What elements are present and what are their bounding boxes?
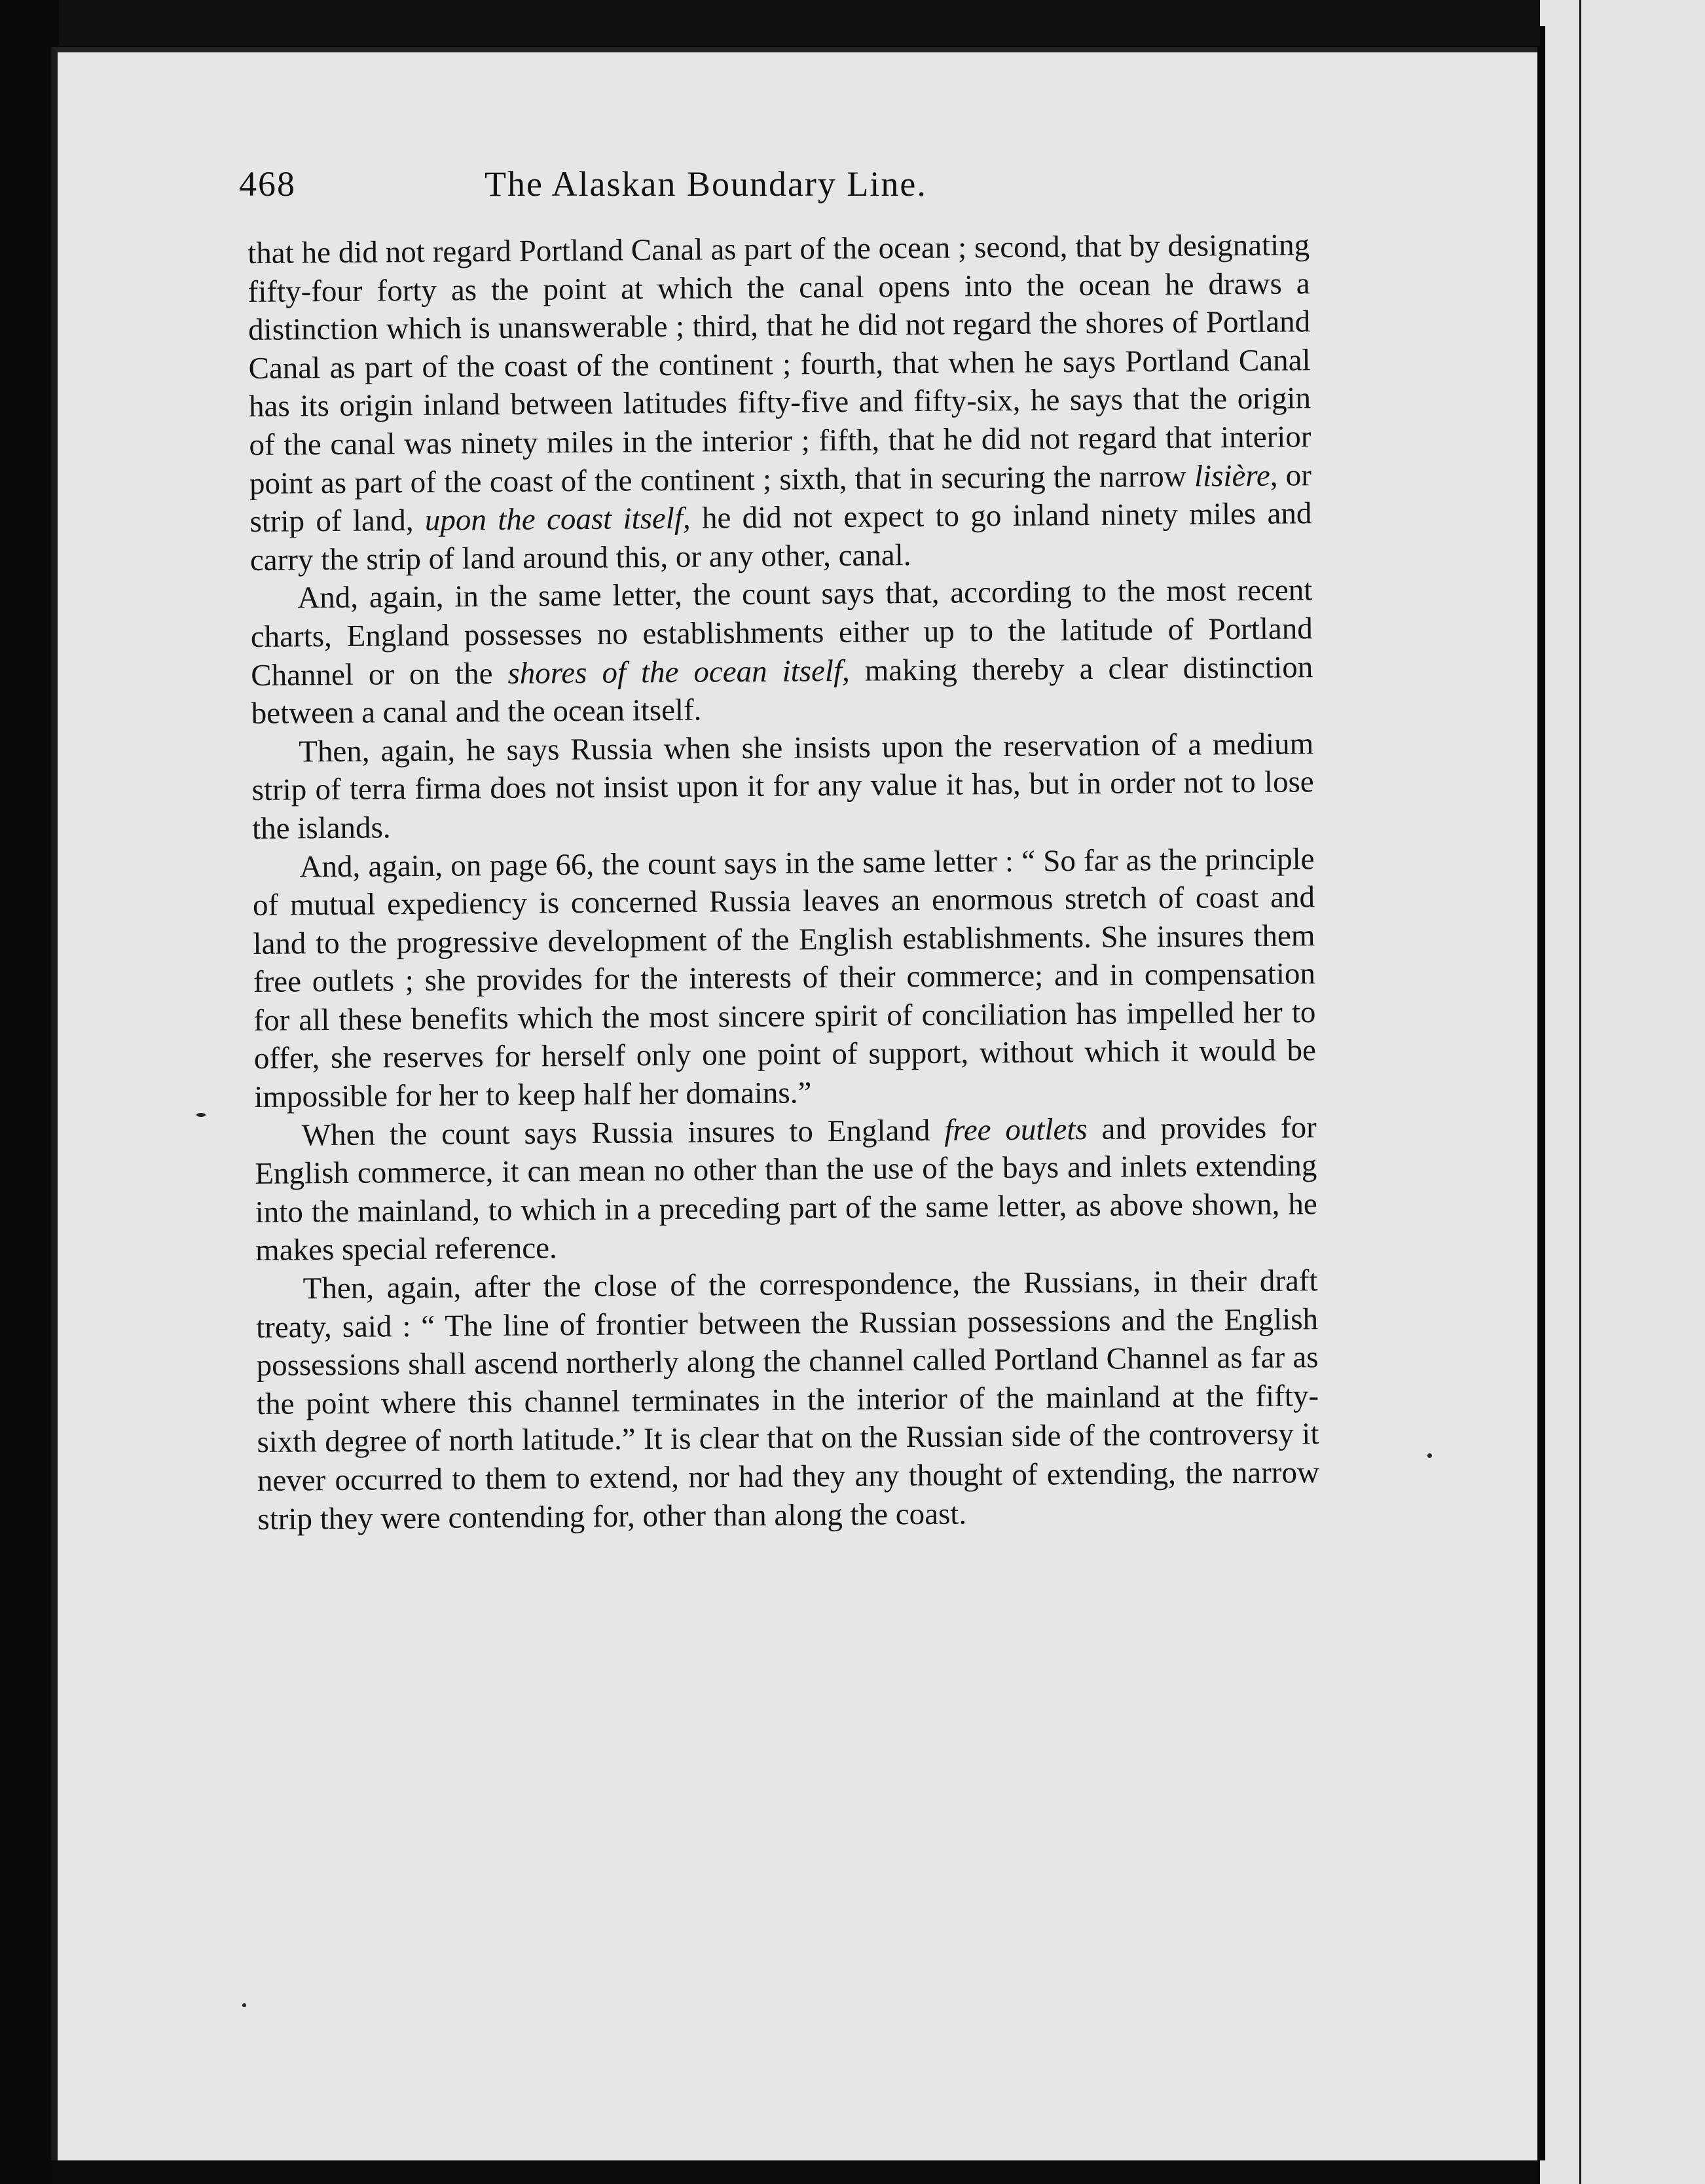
text-run: he did not expect to go inland ninety miles and carry the strip of land around this, or any other, canal. (249, 496, 1312, 577)
paragraph (250, 572, 1313, 733)
facing-page-edge (1540, 0, 1705, 2184)
paragraph (248, 226, 1312, 579)
ink-speck (1427, 1453, 1432, 1458)
body-text (248, 226, 1320, 1538)
text-run: And, again, in the same letter, the count says that, according to the most recent charts, England possesses no establishments either up to the latitude of Portland Channel or on the (250, 573, 1313, 693)
paragraph (255, 1262, 1319, 1538)
ink-speck (196, 1113, 206, 1117)
scan-top-border (0, 0, 1705, 46)
text-run: And, again, on page 66, the count says in the same letter : “ So far as the principle of mutual expediency is concerned Russia leaves an enormous stretch of coast and land to the progressive development of the English establishments. She insures them free outlets ; she provides for the interests of their commerce; and in compensation for all these benefits which the most sincere spirit of conciliation has impelled her to offer, she reserves for herself only one point of support, without which it would be impossible for her to keep half her domains.” (252, 841, 1317, 1115)
page-number: 468 (239, 164, 296, 204)
italic-run: shores of the ocean itself, (507, 653, 850, 691)
italic-run: free outlets (944, 1112, 1088, 1148)
paragraph (252, 840, 1316, 1117)
scan-bottom-border (51, 2160, 1537, 2184)
text-run: making thereby a clear distinction between a canal and the ocean itself. (251, 649, 1313, 731)
text-run: that he did not regard Portland Canal as part of the ocean ; second, that by designating fifty-four forty as the point at which the canal opens into the ocean he draws a distinction which is unanswerable ; third, that he did not regard the shores of Portland Canal as part of the coast of the continent ; fourth, that when he says Portland Canal has its origin inland between latitudes fifty-five and fifty-six, he says that the origin of the canal was ninety miles in the interior ; fifth, that he did not regard that interior point as part of the coast of the continent ; sixth, that in securing the narrow (248, 228, 1311, 501)
ink-speck (242, 2003, 246, 2007)
running-title: The Alaskan Boundary Line. (485, 164, 927, 204)
italic-run: lisière (1194, 458, 1270, 494)
scan-left-border (0, 0, 59, 2184)
text-run: Then, again, after the close of the correspondence, the Russians, in their draft treaty, said : “ The line of frontier between the Russian possessions and the English possessions shall ascend northerly along the channel called Portland Channel as far as the point where this channel terminates in the interior of the mainland at the fifty-sixth degree of north latitude.” It is clear that on the Russian side of the controversy it never occurred to them to extend, nor had they any thought of extending, the narrow strip they were contending for, other than along the coast. (255, 1264, 1320, 1537)
paragraph (255, 1108, 1318, 1270)
text-run: Then, again, he says Russia when she insists upon the reservation of a medium strip of terra firma does not insist upon it for any value it has, but in order not to lose the islands. (251, 726, 1314, 846)
paragraph (251, 725, 1314, 848)
running-head (239, 164, 1352, 216)
italic-run: upon the coast itself, (424, 501, 691, 538)
text-run: , or strip of land, (249, 458, 1312, 539)
text-run: When the count says Russia insures to England (301, 1113, 945, 1153)
text-run: and provides for English commerce, it can mean no other than the use of the bays and inlets extending into the mainland, to which in a preceding part of the same letter, as above shown, he makes special reference. (255, 1110, 1317, 1268)
